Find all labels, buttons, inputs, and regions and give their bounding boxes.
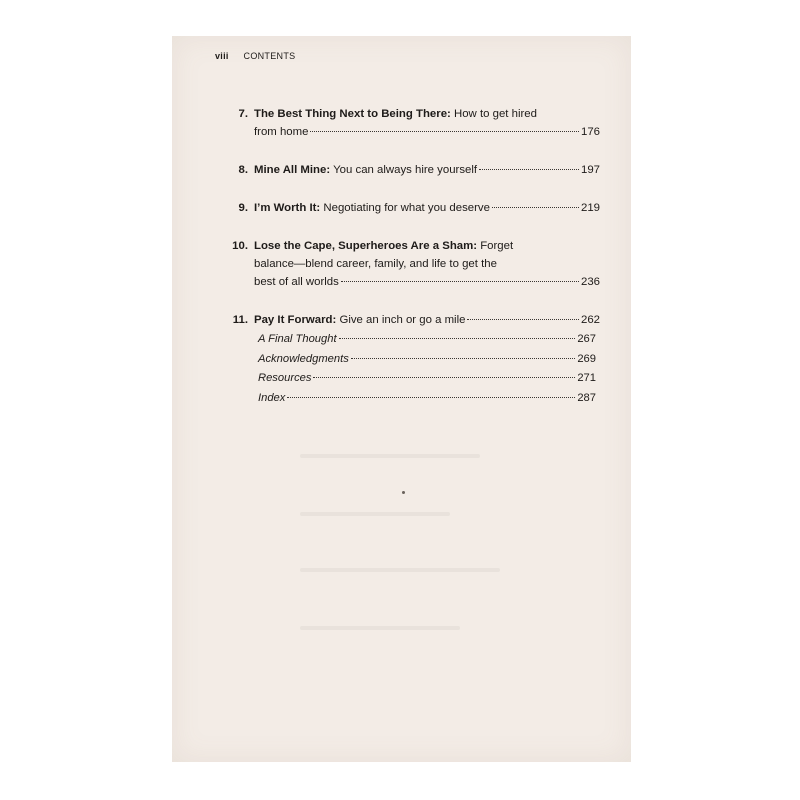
chapter-title: I’m Worth It: xyxy=(254,202,321,214)
chapter-subtitle: Forget xyxy=(477,240,514,252)
chapter-title: The Best Thing Next to Being There: xyxy=(254,108,451,120)
dot-leader xyxy=(341,281,579,282)
entry-text xyxy=(254,311,465,329)
page-number: 236 xyxy=(580,276,600,288)
chapter-subtitle-cont: best of all worlds xyxy=(254,276,339,288)
page-number: 271 xyxy=(577,372,596,384)
toc-entry-resources xyxy=(258,369,596,389)
entry-leader-line xyxy=(254,123,600,141)
entry-text xyxy=(254,199,490,217)
toc-entry-chapter-9 xyxy=(228,199,600,217)
chapter-subtitle: How to get hired xyxy=(450,108,537,120)
table-of-contents xyxy=(228,105,600,349)
running-head xyxy=(215,51,295,61)
back-matter-list xyxy=(258,330,596,408)
dot-leader xyxy=(310,131,579,132)
chapter-number: 8. xyxy=(238,164,248,176)
entry-line xyxy=(254,237,600,255)
entry-text xyxy=(254,161,477,179)
section-title: CONTENTS xyxy=(243,51,296,61)
chapter-subtitle-cont: from home xyxy=(254,126,309,138)
toc-entry-chapter-8 xyxy=(228,161,600,179)
show-through-mark xyxy=(300,568,500,572)
chapter-subtitle: You can always hire yourself xyxy=(330,164,478,176)
page-number: 176 xyxy=(580,126,600,138)
dot-leader xyxy=(313,377,575,378)
entry-title: Acknowledgments xyxy=(258,352,349,365)
page-number: 262 xyxy=(580,314,600,326)
dot-leader xyxy=(467,319,579,320)
dot-leader xyxy=(492,207,579,208)
page-number: 287 xyxy=(577,391,596,404)
entry-title: A Final Thought xyxy=(258,333,337,345)
entry-leader-line xyxy=(254,161,600,179)
page-number: 197 xyxy=(580,164,600,176)
page-folio: viii xyxy=(215,51,229,61)
chapter-title: Pay It Forward: xyxy=(254,314,337,326)
chapter-subtitle: Give an inch or go a mile xyxy=(336,314,466,326)
chapter-number: 10. xyxy=(232,240,248,252)
toc-entry-acknowledgments xyxy=(258,350,596,370)
toc-entry-chapter-10 xyxy=(228,237,600,291)
toc-entry-final-thought xyxy=(258,330,596,350)
chapter-number: 9. xyxy=(238,202,248,214)
show-through-mark xyxy=(300,626,460,630)
entry-leader-line xyxy=(254,199,600,217)
dot-leader xyxy=(351,358,576,359)
chapter-number: 7. xyxy=(238,108,248,120)
dot-leader xyxy=(339,338,576,339)
chapter-title: Lose the Cape, Superheroes Are a Sham: xyxy=(254,240,478,252)
chapter-subtitle: Negotiating for what you deserve xyxy=(320,202,490,214)
page-number: 269 xyxy=(577,352,596,365)
page-number: 219 xyxy=(580,202,600,214)
chapter-number: 11. xyxy=(232,314,248,326)
toc-entry-index xyxy=(258,389,596,409)
entry-leader-line xyxy=(254,311,600,329)
entry-line xyxy=(254,105,600,123)
toc-entry-chapter-7 xyxy=(228,105,600,141)
page-number: 267 xyxy=(577,333,596,345)
chapter-subtitle-cont: balance—blend career, family, and life to get the xyxy=(254,258,497,270)
toc-entry-chapter-11 xyxy=(228,311,600,329)
show-through-mark xyxy=(300,454,480,458)
book-page xyxy=(172,36,631,762)
dot-leader xyxy=(287,397,575,398)
entry-title: Resources xyxy=(258,372,312,384)
entry-title: Index xyxy=(258,391,286,404)
paper-speck xyxy=(402,491,405,494)
show-through-mark xyxy=(300,512,450,516)
entry-leader-line xyxy=(254,273,600,291)
chapter-title: Mine All Mine: xyxy=(254,164,331,176)
dot-leader xyxy=(479,169,579,170)
